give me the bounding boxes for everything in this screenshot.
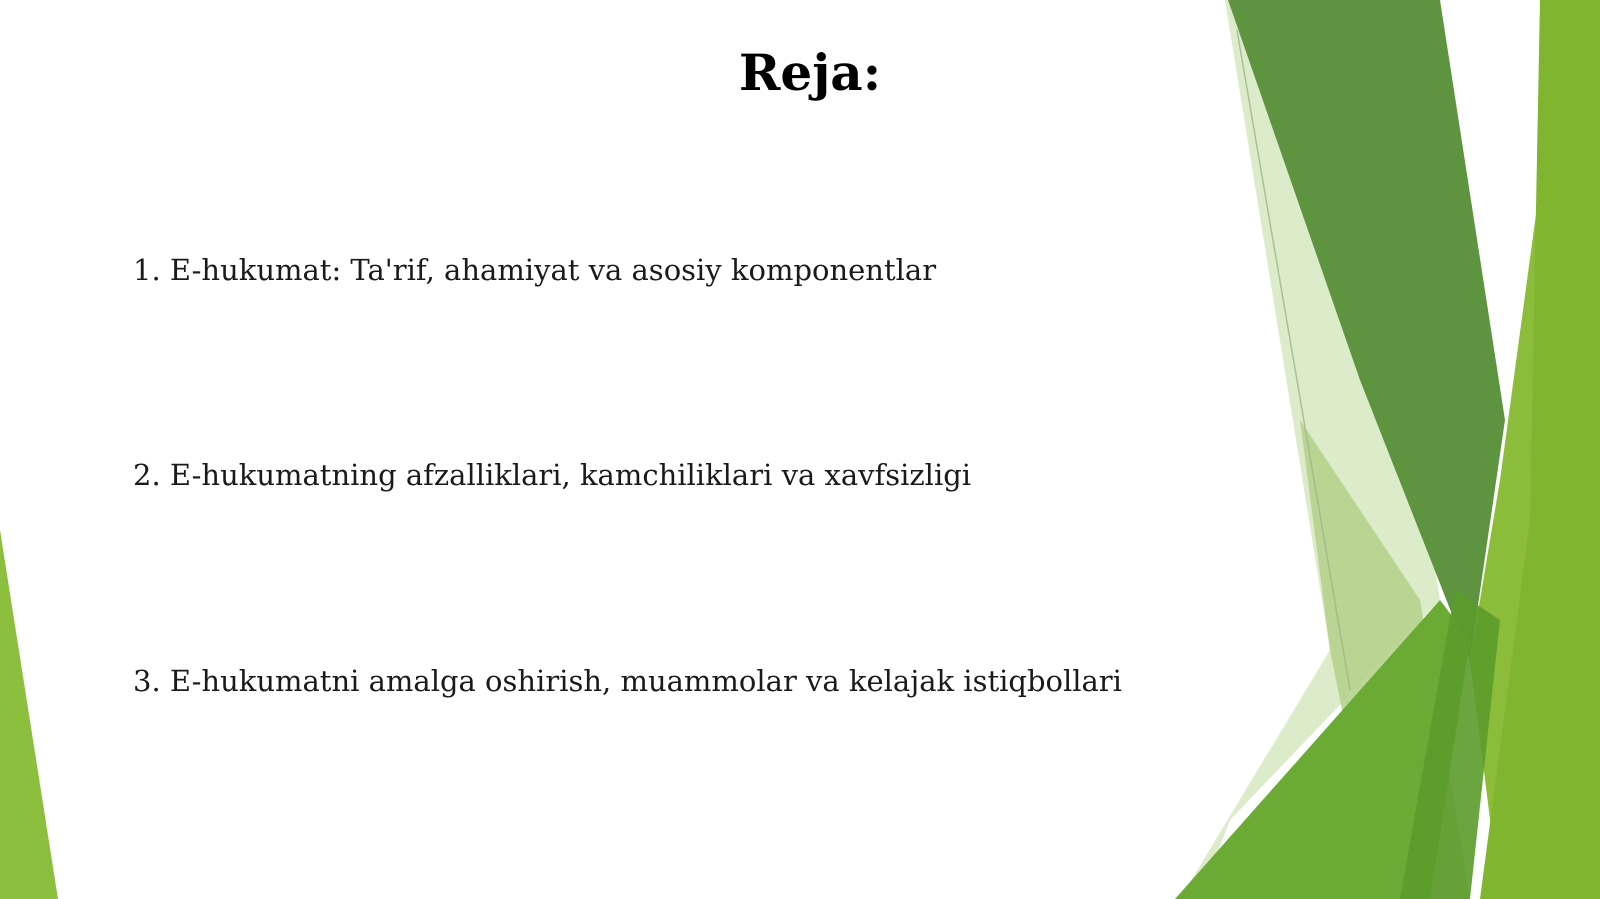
plan-item-1: 1. E-hukumat: Ta'rif, ahamiyat va asosiy komponentlar [133, 253, 937, 287]
left-green-sliver [0, 530, 58, 899]
slide-title: Reja: [738, 43, 882, 102]
plan-item-2: 2. E-hukumatning afzalliklari, kamchiliklari va xavfsizligi [133, 458, 972, 492]
plan-item-3: 3. E-hukumatni amalga oshirish, muammolar va kelajak istiqbollari [133, 664, 1122, 698]
